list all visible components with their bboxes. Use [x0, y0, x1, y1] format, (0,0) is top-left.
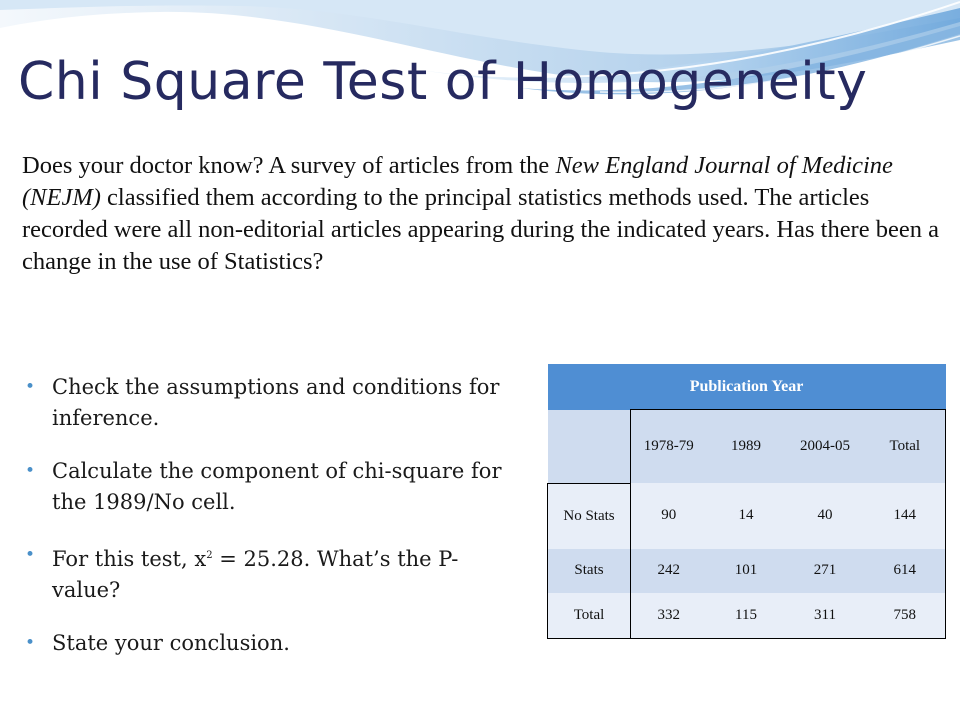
table-column-header: 1978-79: [631, 410, 707, 484]
contingency-table: [547, 364, 946, 639]
table-cell: 101: [707, 549, 786, 593]
intro-journal-name: New England Journal of Medicine (NEJM): [22, 152, 893, 211]
table-cell: 115: [707, 593, 786, 639]
table-cell: 242: [631, 549, 707, 593]
bullet-text: Calculate the component of chi-square for the 1989/No cell.: [52, 459, 502, 514]
bullet-item: [24, 540, 524, 606]
bullet-item: [24, 372, 524, 434]
bullet-dot-icon: •: [25, 633, 36, 653]
bullet-text: For this test, x: [52, 547, 207, 571]
bullet-text: = 25.28. What’s the P-value?: [52, 547, 459, 602]
table-cell: 614: [865, 549, 946, 593]
bullet-list: [24, 372, 524, 681]
table-header-publication-year: Publication Year: [548, 364, 946, 410]
table-row: [548, 549, 946, 593]
table-cell: 14: [707, 483, 786, 549]
table-cell: 40: [786, 483, 865, 549]
bullet-item: [24, 456, 524, 518]
table-row: [548, 483, 946, 549]
chi-square-exponent: 2: [206, 550, 213, 561]
slide-title: Chi Square Test of Homogeneity: [18, 52, 868, 112]
bullet-dot-icon: •: [25, 377, 36, 397]
bullet-text: Check the assumptions and conditions for inference.: [52, 375, 500, 430]
bullet-dot-icon: •: [25, 545, 36, 565]
intro-text-part1: Does your doctor know? A survey of articles from the: [22, 152, 556, 179]
intro-text-part2: classified them according to the principal statistics methods used. The articles recorded were all non-editorial articles appearing during the indicated years. Has there been a change in the use of Statistics?: [22, 184, 939, 275]
table-column-header: 2004-05: [786, 410, 865, 484]
table-cell: 758: [865, 593, 946, 639]
table-column-header: Total: [865, 410, 946, 484]
table-row: [548, 593, 946, 639]
table-column-header: 1989: [707, 410, 786, 484]
bullet-text: State your conclusion.: [52, 631, 290, 655]
table-row-label: No Stats: [548, 483, 631, 549]
bullet-dot-icon: •: [25, 461, 36, 481]
bullet-item: [24, 628, 524, 659]
table-row-label: Stats: [548, 549, 631, 593]
table-cell: 311: [786, 593, 865, 639]
table-cell: 271: [786, 549, 865, 593]
table-row-label: Total: [548, 593, 631, 639]
table-header-row: [548, 364, 946, 410]
table-corner-cell: [548, 410, 631, 484]
table-cell: 90: [631, 483, 707, 549]
table-cell: 144: [865, 483, 946, 549]
table-year-row: [548, 410, 946, 484]
table-cell: 332: [631, 593, 707, 639]
intro-paragraph: [22, 150, 947, 278]
